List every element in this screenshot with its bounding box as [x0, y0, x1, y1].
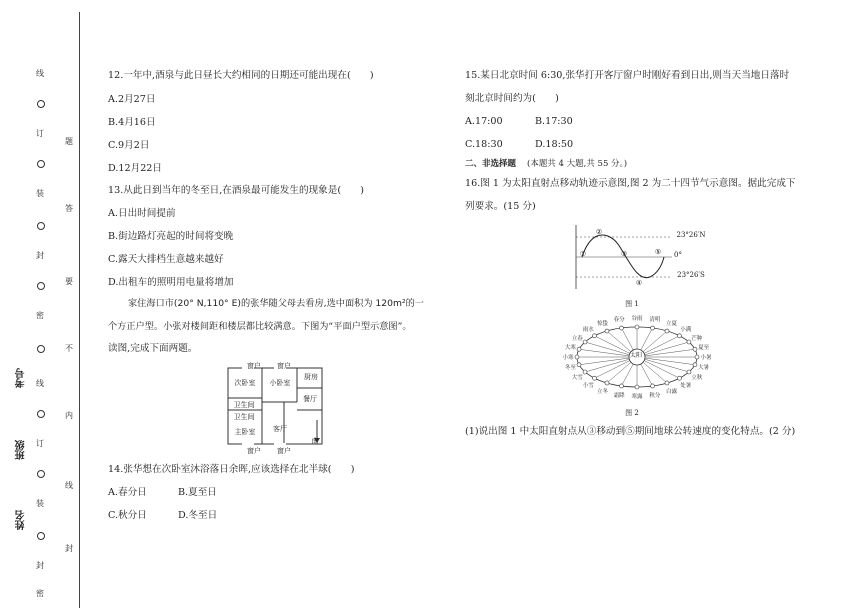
margin-char: 封 — [36, 561, 44, 570]
earth-position-dot — [665, 329, 669, 333]
solar-term-label: 立夏 — [665, 321, 677, 328]
question-13-option: D.出租车的照明用电量将增加 — [108, 277, 234, 288]
margin-char: 装 — [36, 499, 44, 508]
figure-1-caption: 图 1 — [625, 300, 639, 308]
latitude-label: 0° — [674, 251, 682, 259]
solar-term-label: 霜降 — [613, 392, 625, 399]
window-label: 窗户 — [247, 362, 261, 370]
margin-char: 订 — [36, 439, 44, 448]
solar-term-label: 夏至 — [698, 344, 710, 351]
earth-position-dot — [605, 381, 609, 385]
solar-term-label: 立秋 — [691, 374, 703, 381]
question-16-stem: 16.图 1 为太阳直射点移动轨迹示意图,图 2 为二十四节气示意图。据此完成下 — [465, 178, 796, 189]
earth-position-dot — [635, 325, 639, 329]
solar-term-label: 立冬 — [596, 388, 608, 395]
binding-hole — [37, 345, 45, 353]
solar-term-label: 小寒 — [562, 355, 574, 361]
question-14-option: D.冬至日 — [178, 510, 218, 521]
question-13-option: B.街边路灯亮起的时间将变晚 — [108, 231, 234, 242]
latitude-label: 23°26′N — [676, 231, 706, 239]
room-label: 次卧室 — [234, 379, 256, 387]
latitude-label: 23°26′S — [677, 271, 705, 279]
earth-position-dot — [593, 334, 597, 338]
margin-char: 不 — [65, 344, 73, 353]
solar-term-label: 秋分 — [649, 392, 661, 399]
name-label: 姓名 — [16, 510, 27, 530]
question-14-stem: 14.张华想在次卧室沐浴落日余晖,应该选择在北半球( ) — [108, 464, 355, 475]
earth-position-dot — [619, 384, 623, 388]
question-13-option: C.露天大排档生意越来越好 — [108, 254, 224, 265]
class-label: 班级 — [16, 440, 27, 460]
margin-char: 装 — [36, 189, 44, 198]
solar-term-label: 小雪 — [582, 382, 594, 389]
margin-char: 答 — [65, 204, 73, 213]
earth-position-dot — [651, 326, 655, 330]
window-label: 窗户 — [277, 362, 291, 370]
binding-hole — [37, 410, 45, 418]
solar-term-label: 惊蛰 — [596, 321, 608, 328]
room-label: 厨房 — [304, 373, 318, 381]
question-15-stem: 刻北京时间约为( ) — [465, 93, 559, 104]
question-15-option: B.17:30 — [535, 116, 573, 127]
solar-term-label: 处暑 — [680, 382, 692, 389]
figure-2-caption: 图 2 — [625, 409, 639, 417]
earth-position-dot — [605, 329, 609, 333]
margin-char: 订 — [36, 129, 44, 138]
point-marker: ③ — [620, 250, 628, 258]
room-label: 卫生间 — [233, 401, 255, 409]
solar-term-label: 大暑 — [698, 365, 710, 372]
passage-line: 个方正户型。小张对楼间距和楼层都比较满意。下图为“平面户型示意图”。 — [108, 321, 412, 332]
solar-term-label: 寒露 — [631, 394, 643, 400]
margin-char: 内 — [65, 411, 73, 420]
room-label: 客厅 — [273, 425, 287, 433]
margin-char: 密 — [36, 311, 44, 320]
binding-line — [79, 12, 80, 608]
solar-term-label: 冬至 — [564, 365, 576, 372]
solar-term-label: 小暑 — [700, 355, 712, 361]
solar-term-label: 白露 — [665, 388, 677, 395]
orbit-spoke — [637, 357, 695, 365]
solar-term-label: 春分 — [613, 317, 625, 324]
binding-hole — [37, 532, 45, 540]
question-15-option: C.18:30 — [465, 139, 503, 150]
question-12-option: B.4月16日 — [108, 117, 156, 128]
margin-char: 线 — [36, 69, 44, 78]
room-label: 餐厅 — [303, 395, 317, 403]
point-marker: ① — [579, 250, 587, 258]
question-15-option: D.18:50 — [535, 139, 574, 150]
question-16-part-1: (1)说出图 1 中太阳直射点从③移动到⑤期间地球公转速度的变化特点。(2 分) — [465, 426, 796, 437]
sun-label: 太阳 — [629, 352, 642, 359]
window-label: 窗户 — [277, 447, 291, 455]
question-13-stem: 13.从此日到当年的冬至日,在酒泉最可能发生的现象是( ) — [108, 185, 365, 196]
binding-hole — [37, 222, 45, 230]
margin-char: 线 — [65, 481, 73, 490]
solar-term-label: 谷雨 — [631, 316, 643, 322]
binding-hole — [37, 282, 45, 290]
question-14-option: B.夏至日 — [178, 487, 217, 498]
margin-char: 封 — [36, 251, 44, 260]
earth-position-dot — [665, 381, 669, 385]
earth-position-dot — [651, 384, 655, 388]
room-label: 主卧室 — [234, 428, 256, 436]
binding-hole — [37, 470, 45, 478]
question-16-stem: 列要求。(15 分) — [465, 201, 536, 212]
solar-term-label: 雨水 — [582, 327, 594, 334]
solar-term-label: 立春 — [571, 335, 583, 342]
south-label: 南 — [311, 437, 319, 445]
section-title: 二、非选择题 — [465, 159, 517, 169]
window-label: 窗户 — [247, 447, 261, 455]
room-label: 卫生间 — [233, 413, 255, 421]
earth-position-dot — [619, 326, 623, 330]
question-14-option: A.春分日 — [108, 487, 147, 498]
solar-term-label: 清明 — [649, 317, 661, 324]
solar-term-label: 大雪 — [571, 374, 583, 381]
question-12-option: C.9月2日 — [108, 140, 150, 151]
earth-position-dot — [677, 334, 681, 338]
margin-char: 密 — [36, 589, 44, 598]
question-14-option: C.秋分日 — [108, 510, 147, 521]
exam-number-label: 考号 — [16, 368, 27, 388]
solar-term-label: 大寒 — [564, 344, 576, 351]
margin-char: 线 — [36, 379, 44, 388]
binding-hole — [37, 160, 45, 168]
passage-line: 家住海口市(20° N,110° E)的张华随父母去看房,选中面积为 120m²的一 — [128, 298, 424, 309]
section-note: (本题共 4 大题,共 55 分。) — [527, 159, 628, 169]
question-13-option: A.日出时间提前 — [108, 208, 176, 219]
earth-position-dot — [635, 385, 639, 389]
question-12-stem: 12.一年中,酒泉与此日昼长大约相同的日期还可能出现在( ) — [108, 70, 374, 81]
point-marker: ④ — [635, 279, 643, 287]
binding-margin — [0, 0, 80, 608]
question-15-stem: 15.某日北京时间 6:30,张华打开客厅窗户时刚好看到日出,则当天当地日落时 — [465, 70, 790, 81]
orbit-spoke — [637, 349, 695, 357]
solar-term-label: 小满 — [680, 327, 692, 334]
solar-term-label: 芒种 — [691, 335, 703, 342]
point-marker: ⑤ — [654, 248, 662, 256]
binding-hole — [37, 100, 45, 108]
margin-char: 要 — [65, 277, 73, 286]
margin-char: 封 — [65, 544, 73, 553]
point-marker: ② — [595, 228, 603, 236]
question-12-option: D.12月22日 — [108, 163, 163, 174]
passage-line: 读图,完成下面两题。 — [108, 343, 198, 354]
room-label: 小卧室 — [269, 379, 291, 387]
question-12-option: A.2月27日 — [108, 94, 156, 105]
question-15-option: A.17:00 — [465, 116, 503, 127]
margin-char: 题 — [65, 137, 73, 146]
